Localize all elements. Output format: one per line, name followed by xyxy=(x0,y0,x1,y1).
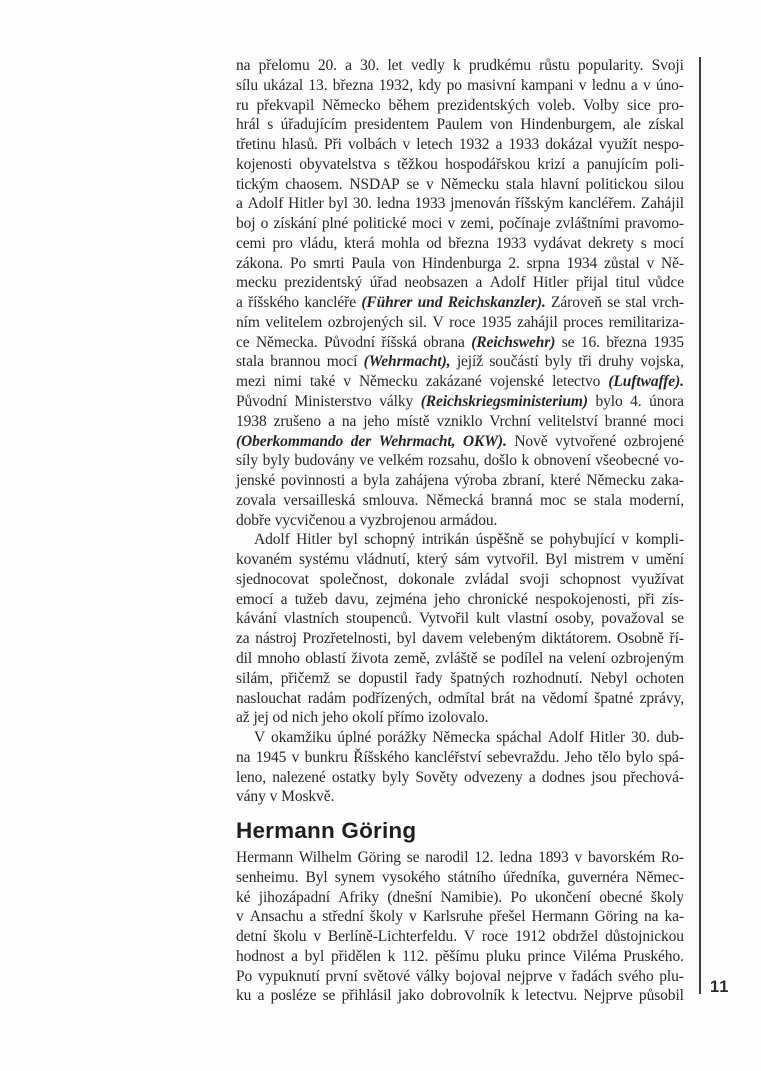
text-line: ce Německa. Původní říšská obrana (Reichswehr) se 16. března 1935 xyxy=(236,333,684,351)
text-line: síly byly budovány ve velkém rozsahu, došlo k obnovení všeobecné vo- xyxy=(236,452,684,470)
text-line: až jej od nich jeho okolí přímo izolovalo. xyxy=(236,709,489,727)
text-line: mezi nimi také v Německu zakázané vojenské letectvo (Luftwaffe). xyxy=(236,373,684,391)
text-line: dobře vycvičenou a vyzbrojenou armádou. xyxy=(236,511,498,529)
text-line: v Ansachu a střední školy v Karlsruhe přešel Hermann Göring na ka- xyxy=(236,908,684,926)
text-line: sjednocovat společnost, dokonale zvládal svoji schopnost využívat xyxy=(236,570,684,588)
text-line: Adolf Hitler byl schopný intrikán úspěšně se pohybující v kompli- xyxy=(254,531,684,549)
text-line: sílu ukázal 13. března 1932, kdy po masivní kampani v lednu a v úno- xyxy=(236,76,684,94)
text-line: hodnost a byl přidělen k 112. pěšímu pluku prince Viléma Pruského. xyxy=(236,947,684,965)
text-line: vány v Moskvě. xyxy=(236,788,335,806)
text-line: tickým chaosem. NSDAP se v Německu stala hlavní politickou silou xyxy=(236,175,684,193)
text-line: zovala versailleská smlouva. Německá branná moc se stala moderní, xyxy=(236,491,684,509)
text-line: leno, nalezené ostatky byly Sověty odvezeny a dodnes jsou přechová- xyxy=(236,768,684,786)
text-line: Hermann Wilhelm Göring se narodil 12. ledna 1893 v bavorském Ro- xyxy=(236,849,684,867)
text-line: kojenosti obyvatelstva s těžkou hospodářskou krizí a panujícím poli- xyxy=(236,155,684,173)
text-line: za nástroj Prozřetelnosti, byl davem velebeným diktátorem. Osobně ří- xyxy=(236,630,684,648)
text-line: V okamžiku úplné porážky Německa spáchal Adolf Hitler 30. dub- xyxy=(254,729,684,747)
text-line: kávání vlastních stoupenců. Vytvořil kult vlastní osoby, považoval se xyxy=(236,610,684,628)
text-line: a Adolf Hitler byl 30. ledna 1933 jmenován říšským kancléřem. Zahájil xyxy=(236,195,684,213)
text-line: naslouchat radám podřízených, odmítal brát na vědomí špatné zprávy, xyxy=(236,689,684,707)
text-line: ké jihozápadní Afriky (dnešní Namibie). Po ukončení obecné školy xyxy=(236,888,684,906)
text-line: Po vypuknutí první světové války bojoval nejprve v řadách svého plu- xyxy=(236,967,684,985)
text-line: dil mnoho oblastí života země, zvláště se podílel na velení ozbrojeným xyxy=(236,649,684,667)
text-line: ním velitelem ozbrojených sil. V roce 1935 zahájil proces remilitariza- xyxy=(236,313,684,331)
text-line: na přelomu 20. a 30. let vedly k prudkému růstu popularity. Svoji xyxy=(236,57,684,74)
text-column xyxy=(236,56,684,1006)
text-line: hrál s úřadujícím presidentem Paulem von Hindenburgem, ale získal xyxy=(236,116,684,134)
text-line: detní školu v Berlíně-Lichterfeldu. V roce 1912 obdržel důstojnickou xyxy=(236,928,684,946)
text-line: (Oberkommando der Wehrmacht, OKW). Nově vytvořené ozbrojené xyxy=(236,432,684,450)
column-rule xyxy=(699,57,701,994)
text-line: stala brannou mocí (Wehrmacht), jejíž součástí byly tři druhy vojska, xyxy=(236,353,684,371)
text-line: a říšského kancléře (Führer und Reichskanzler). Zároveň se stal vrch- xyxy=(236,294,684,312)
text-line: Původní Ministerstvo války (Reichskriegsministerium) bylo 4. února xyxy=(236,393,684,411)
text-line: mecku prezidentský úřad neobsazen a Adolf Hitler přijal titul vůdce xyxy=(236,274,684,292)
text-line: kovaném systému vládnutí, který sám vytvořil. Byl mistrem v umění xyxy=(236,551,684,569)
text-line: 1938 zrušeno a na jeho místě vzniklo Vrchní velitelství branné moci xyxy=(236,412,684,430)
text-line: jenské povinnosti a byla zahájena výroba zbraní, které Německu zaka- xyxy=(236,472,684,490)
text-line: emocí a tužeb davu, zejména jeho chronické nespokojenosti, při zís- xyxy=(236,590,684,608)
text-line: cemi pro vládu, která mohla od března 1933 vydávat dekrety s mocí xyxy=(236,234,684,252)
text-line: silám, přičemž se dopustil řady špatných rozhodnutí. Nebyl ochoten xyxy=(236,669,684,687)
text-line: ku a posléze se přihlásil jako dobrovolník k letectvu. Nejprve působil xyxy=(236,987,684,1005)
section-heading: Hermann Göring xyxy=(236,818,417,844)
text-line: ru překvapil Německo během prezidentských voleb. Volby sice pro- xyxy=(236,96,684,114)
text-line: na 1945 v bunkru Říšského kancléřství sebevraždu. Jeho tělo bylo spá- xyxy=(236,748,684,766)
text-line: zákona. Po smrti Paula von Hindenburga 2. srpna 1934 zůstal v Ně- xyxy=(236,254,684,272)
page-number: 11 xyxy=(710,978,730,996)
text-line: senheimu. Byl synem vysokého státního úředníka, guvernéra Němec- xyxy=(236,868,684,886)
text-line: boj o získání plné politické moci v zemi, počínaje zvláštními pravomo- xyxy=(236,215,684,233)
text-line: třetinu hlasů. Při volbách v letech 1932 a 1933 dokázal využít nespo- xyxy=(236,136,684,154)
